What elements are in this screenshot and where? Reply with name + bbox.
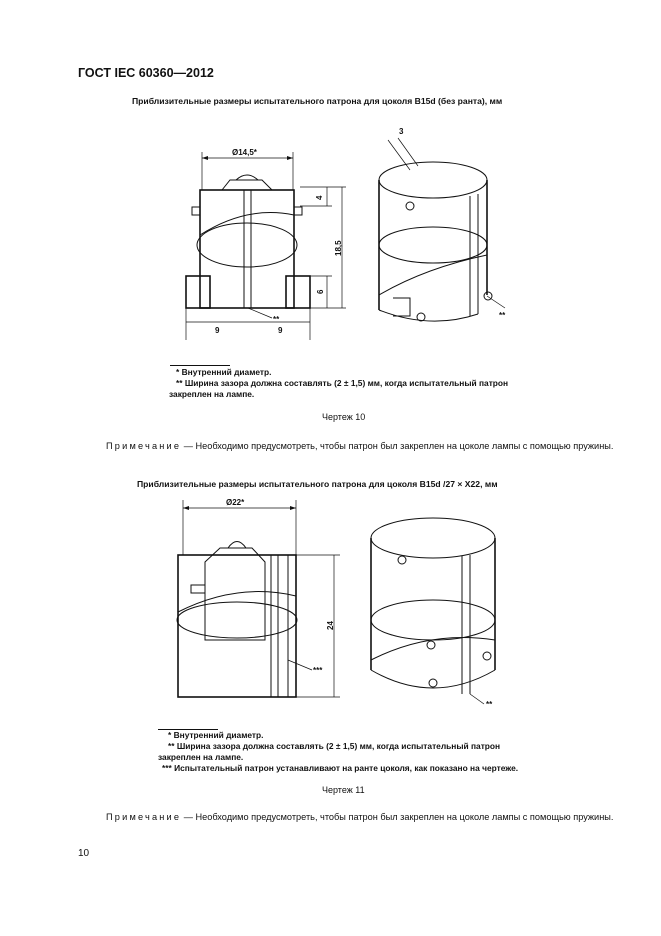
figure-10-right-dim: 9 <box>278 326 283 335</box>
figure-11-perspective-view <box>371 518 495 709</box>
figure-11-footnote-4: *** Испытательный патрон устанавливают на ранте цоколя, как показано на чертеже. <box>162 763 519 773</box>
note-2 <box>78 811 618 824</box>
figure-10-left-dim: 9 <box>215 326 220 335</box>
figure-11-gap2-dim: ** <box>486 700 493 709</box>
figure-10-front-view <box>186 148 346 340</box>
figure-11-footnote-3: закреплен на лампе. <box>158 752 244 762</box>
figure-10-perspective-view <box>379 127 506 321</box>
figure-10-top-dim: 4 <box>315 195 324 200</box>
figure-10-diameter-label: Ø14,5* <box>232 148 257 157</box>
figure-11-label: Чертеж 11 <box>322 785 365 795</box>
figure-10-slot-dim: 3 <box>399 127 404 136</box>
figure-11-height-dim: 24 <box>326 621 335 630</box>
figure-11-gap-dim: *** <box>313 666 323 675</box>
figure-10-gap-dim: ** <box>273 315 280 324</box>
figure-10-footnote-1: * Внутренний диаметр. <box>176 367 272 377</box>
figure-11-footnote-2: ** Ширина зазора должна составлять (2 ± 1,5) мм, когда испытательный патрон <box>168 741 501 751</box>
document-header: ГОСТ IEC 60360—2012 <box>78 66 214 80</box>
figure-10-footnote-2: ** Ширина зазора должна составлять (2 ± 1,5) мм, когда испытательный патрон <box>176 378 509 388</box>
figure-10-gap2-dim: ** <box>499 311 506 320</box>
figure-10-label: Чертеж 10 <box>322 412 366 422</box>
note-1-prefix: Примечание <box>106 441 182 451</box>
page-number: 10 <box>78 848 90 859</box>
figure-11-caption: Приблизительные размеры испытательного патрона для цоколя B15d /27 × X22, мм <box>137 479 498 489</box>
figure-10-caption: Приблизительные размеры испытательного патрона для цоколя B15d (без ранта), мм <box>132 96 503 106</box>
figure-11-footnote-1: * Внутренний диаметр. <box>168 730 264 740</box>
figure-10-bottom-dim: 6 <box>316 289 325 294</box>
figure-11-diameter-label: Ø22* <box>226 498 245 507</box>
note-2-prefix: Примечание <box>106 812 182 822</box>
note-2-text: — Необходимо предусмотреть, чтобы патрон был закреплен на цоколе лампы с помощью пружины. <box>181 812 614 822</box>
figure-10-footnote-3: закреплен на лампе. <box>169 389 255 399</box>
figure-10-height-dim: 18,5 <box>334 240 343 256</box>
note-1 <box>78 440 618 453</box>
note-1-text: — Необходимо предусмотреть, чтобы патрон был закреплен на цоколе лампы с помощью пружины. <box>181 441 614 451</box>
figure-11-front-view <box>177 498 340 697</box>
